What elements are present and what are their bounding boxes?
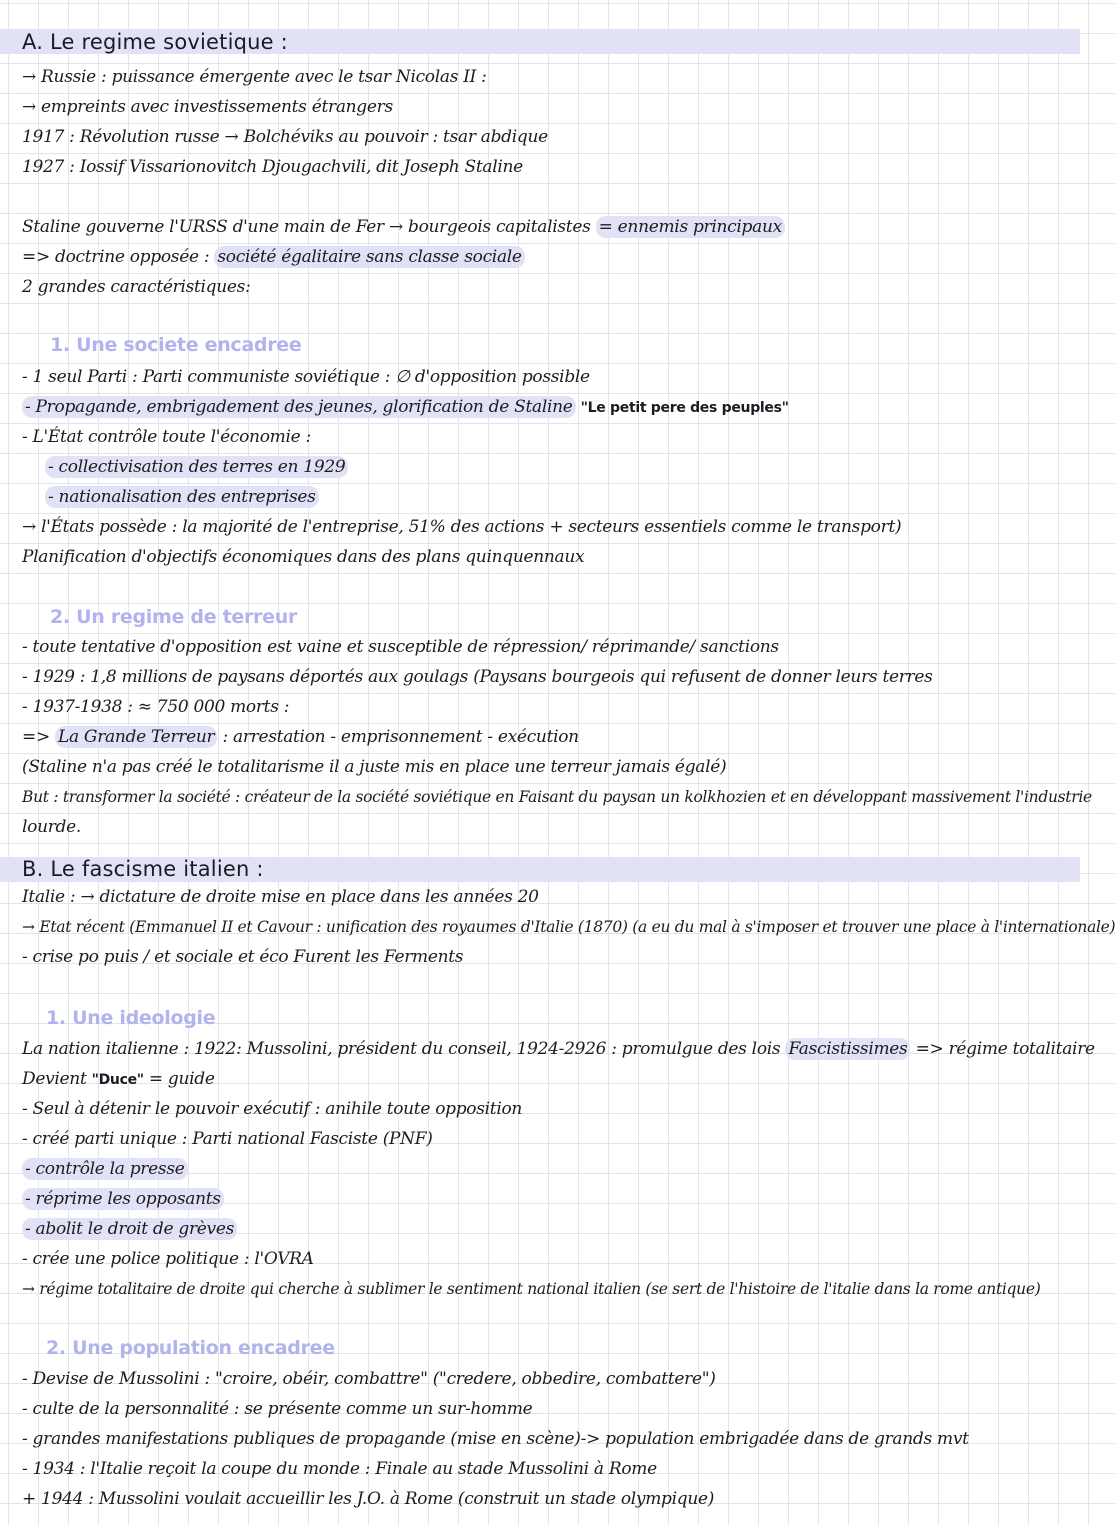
highlight-text: La Grande Terreur [55,726,217,748]
note-line: - 1 seul Parti : Parti communiste soviétique : ∅ d'opposition possible [22,367,590,387]
note-text: => [22,727,50,747]
note-line: 2 grandes caractéristiques: [22,277,251,297]
note-line: - 1934 : l'Italie reçoit la coupe du monde : Finale au stade Mussolini à Rome [22,1459,657,1479]
note-line: → Russie : puissance émergente avec le tsar Nicolas II : [22,67,487,87]
note-line: lourde. [22,817,81,837]
note-line: 1917 : Révolution russe → Bolchéviks au pouvoir : tsar abdique [22,127,548,147]
note-line: → régime totalitaire de droite qui cherche à sublimer le sentiment national italien (se sert de l'histoire de l'italie dans la rome antique) [22,1280,1041,1298]
subsection-title: 2. Un regime de terreur [50,606,297,628]
highlight-text: Fascistissimes [785,1038,910,1060]
note-line: → l'États possède : la majorité de l'entreprise, 51% des actions + secteurs essentiels comme le transport) [22,517,902,537]
note-line: (Staline n'a pas créé le totalitarisme il a juste mis en place une terreur jamais égalé) [22,757,727,777]
highlight-text: - contrôle la presse [22,1158,188,1180]
highlight-text: - nationalisation des entreprises [45,486,319,508]
note-line: 1927 : Iossif Vissarionovitch Djougachvili, dit Joseph Staline [22,157,523,177]
note-text: Staline gouverne l'URSS d'une main de Fer → bourgeois capitalistes [22,217,591,237]
highlight-text: - abolit le droit de grèves [22,1218,237,1240]
note-line: But : transformer la société : créateur de la société soviétique en Faisant du paysan un kolkhozien et en développant massivement l'industrie [22,788,1092,806]
subsection-title: 2. Une population encadree [46,1337,335,1359]
note-line [22,1064,1072,1094]
section-a-title: A. Le regime sovietique : [22,30,288,54]
highlight-text: - réprime les opposants [22,1188,224,1210]
note-line: - toute tentative d'opposition est vaine et susceptible de répression/ réprimande/ sanctions [22,637,779,657]
note-text: = guide [148,1069,215,1089]
note-line: → empreints avec investissements étrangers [22,97,393,117]
note-text: => régime totalitaire [915,1039,1095,1059]
note-line [22,1214,1072,1244]
note-line: Italie : → dictature de droite mise en place dans les années 20 [22,887,539,907]
note-line: - 1937-1938 : ≈ 750 000 morts : [22,697,290,717]
note-line: - créé parti unique : Parti national Fasciste (PNF) [22,1129,433,1149]
bold-text: "Le petit pere des peuples" [580,400,789,416]
subsection-title: 1. Une ideologie [46,1007,216,1029]
note-line [22,242,1072,272]
note-line: - culte de la personnalité : se présente comme un sur-homme [22,1399,533,1419]
note-text: Devient [22,1069,87,1089]
note-text: => doctrine opposée : [22,247,210,267]
note-line: - grandes manifestations publiques de propagande (mise en scène)-> population embrigadée dans de grands mvt [22,1429,969,1449]
highlight-text: - collectivisation des terres en 1929 [45,456,348,478]
note-line: + 1944 : Mussolini voulait accueillir les J.O. à Rome (construit un stade olympique) [22,1489,715,1509]
note-text: La nation italienne : 1922: Mussolini, président du conseil, 1924-2926 : promulgue des lois [22,1039,781,1059]
note-line: → Etat récent (Emmanuel II et Cavour : unification des royaumes d'Italie (1870) (a eu du mal à s'imposer et trouver une place à l'internationale) [22,918,1115,936]
note-line [22,1034,1095,1064]
subsection-title: 1. Une societe encadree [50,334,302,356]
note-line [45,452,1095,482]
note-line: - crise po puis / et sociale et éco Furent les Ferments [22,947,464,967]
note-line [22,212,1072,242]
section-b-title: B. Le fascisme italien : [22,857,264,881]
note-text: : arrestation - emprisonnement - exécution [222,727,579,747]
note-line [45,482,1095,512]
highlight-text: société égalitaire sans classe sociale [214,246,524,268]
note-line: Planification d'objectifs économiques dans des plans quinquennaux [22,547,585,567]
note-line: - L'État contrôle toute l'économie : [22,427,311,447]
bold-text: "Duce" [91,1072,144,1088]
note-line: - Seul à détenir le pouvoir exécutif : anihile toute opposition [22,1099,523,1119]
highlight-text: - Propagande, embrigadement des jeunes, glorification de Staline [22,396,576,418]
note-line [22,392,1072,422]
note-line: - 1929 : 1,8 millions de paysans déportés aux goulags (Paysans bourgeois qui refusent de donner leurs terres [22,667,933,687]
note-line [22,1184,1072,1214]
highlight-text: = ennemis principaux [596,216,785,238]
note-line: - Devise de Mussolini : "croire, obéir, combattre" ("credere, obbedire, combattere") [22,1369,716,1389]
note-line: - crée une police politique : l'OVRA [22,1249,314,1269]
note-line [22,722,1072,752]
note-line [22,1154,1072,1184]
